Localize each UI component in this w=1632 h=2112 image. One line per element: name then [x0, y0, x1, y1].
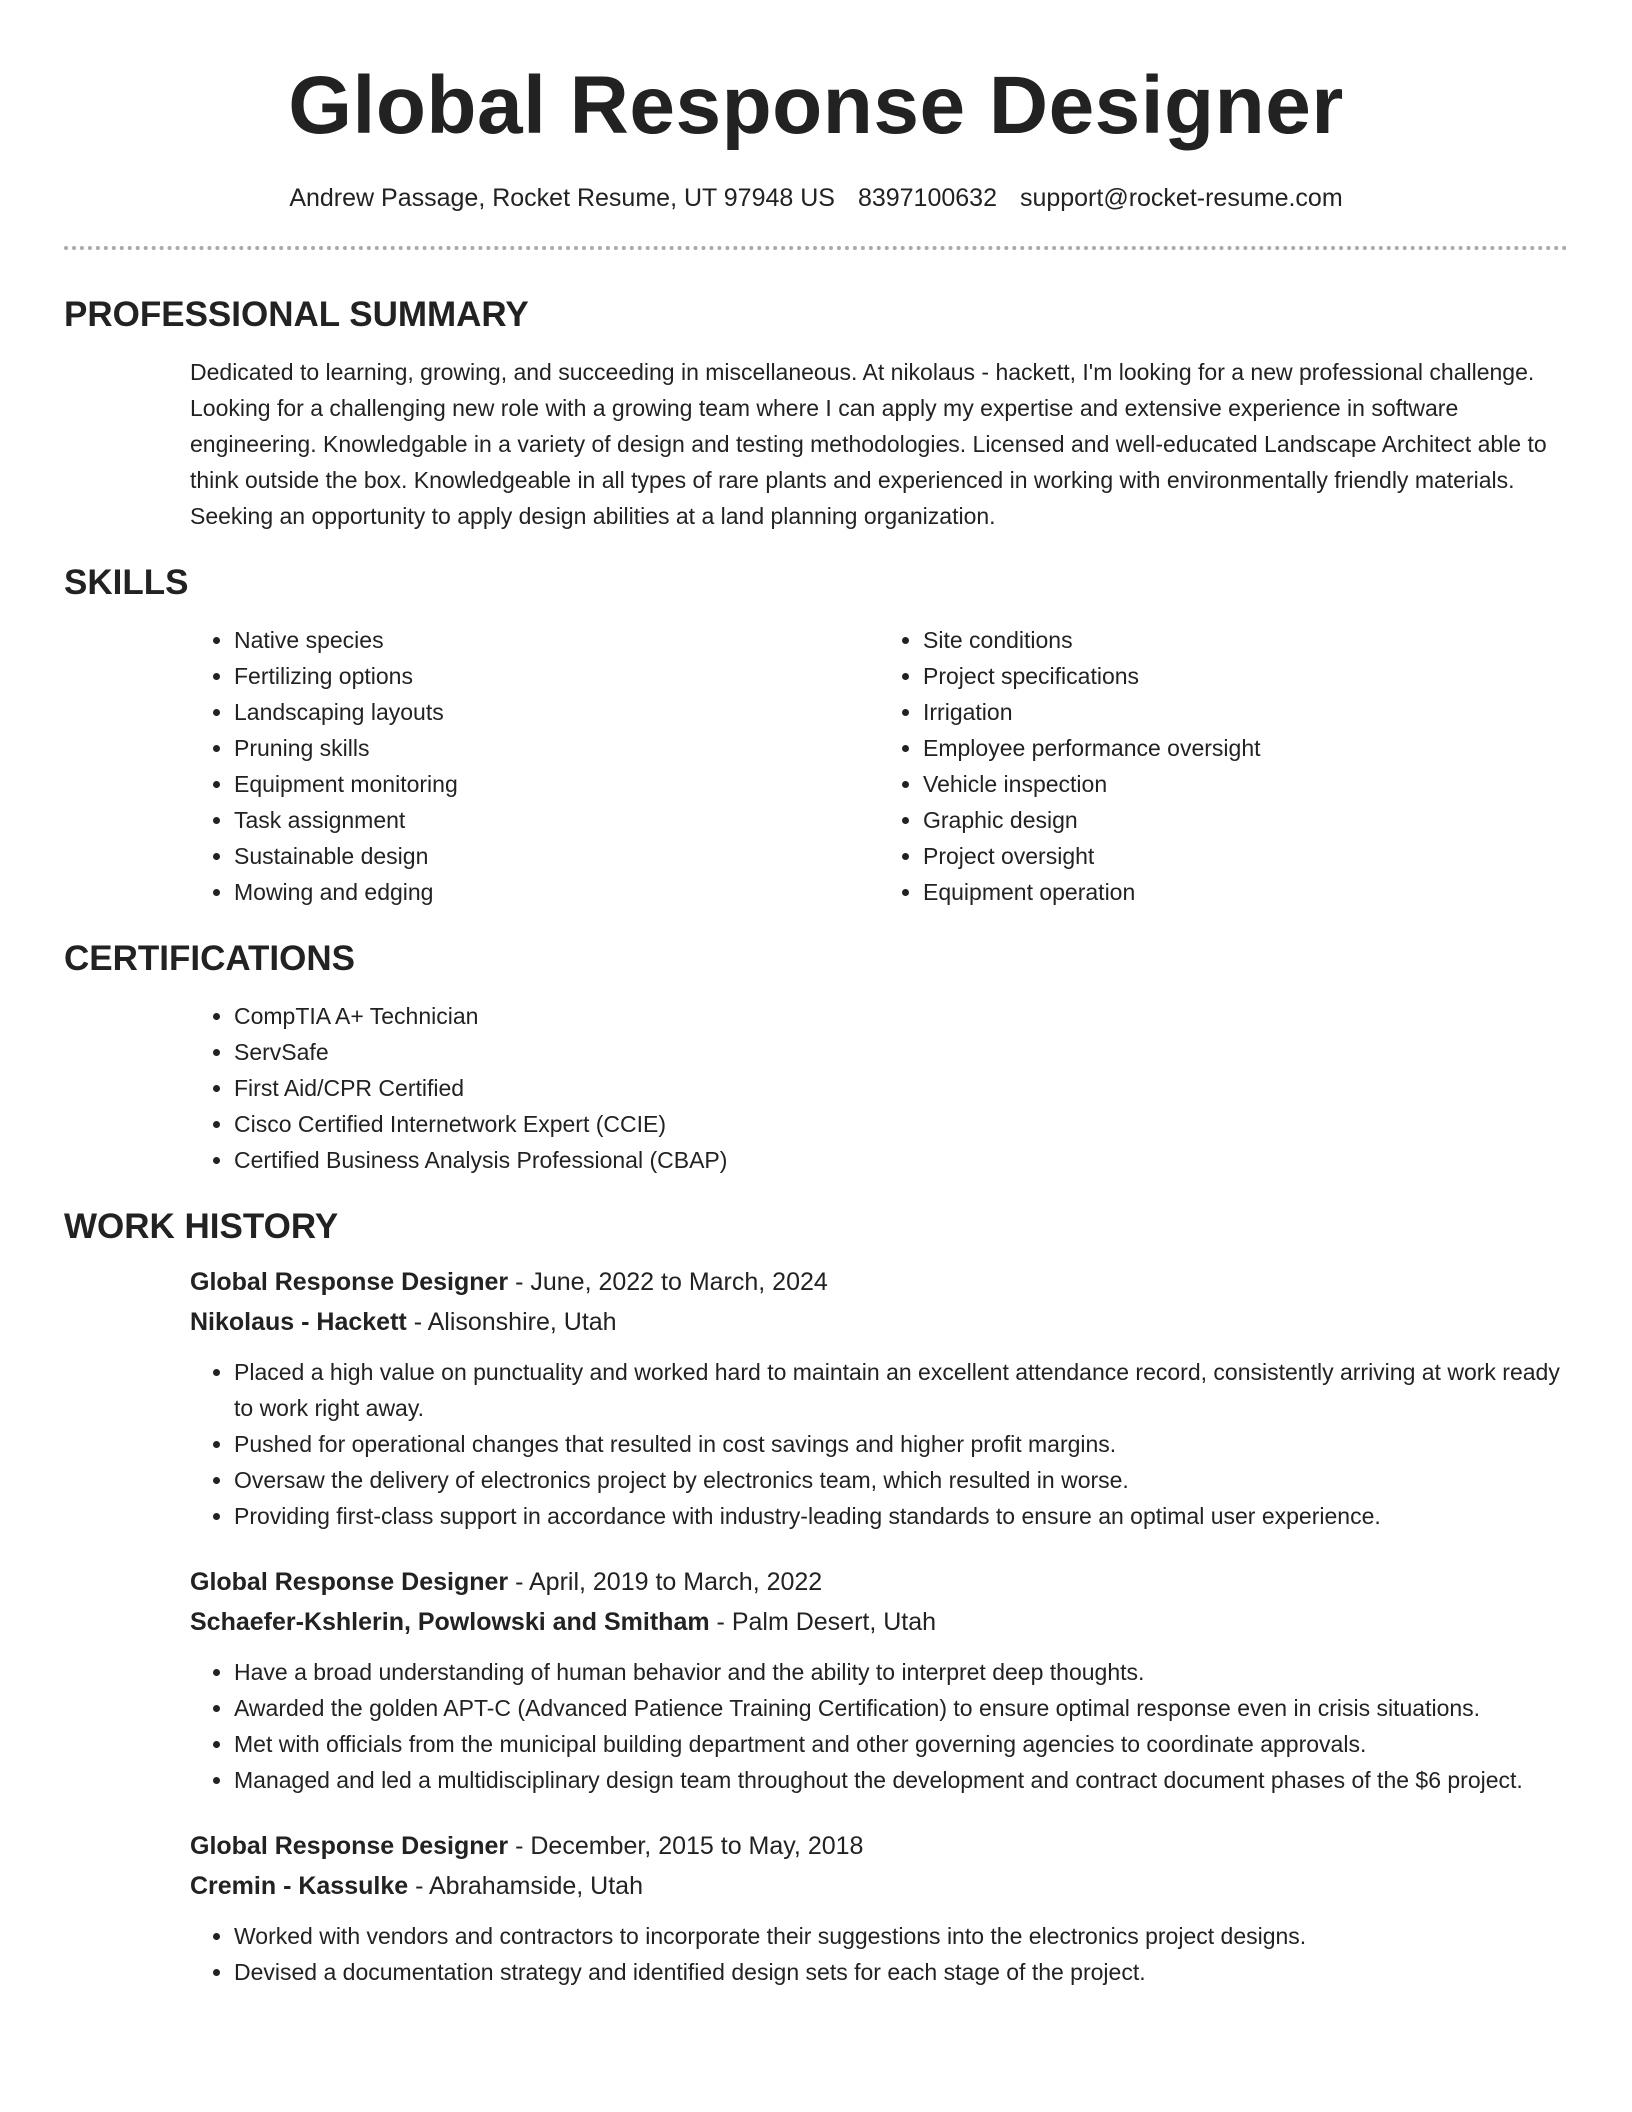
job-title: Global Response Designer [190, 1268, 509, 1296]
summary-text: Dedicated to learning, growing, and succeeding in miscellaneous. At nikolaus - hackett, I'm looking for a new professional challenge. Looking for a challenging new role with a growing team where I can apply my expertise and extensive experience in software engineering. Knowledgable in a variety of design and testing methodologies. Licensed and well-educated Landscape Architect able to think outside the box. Knowledgeable in all types of rare plants and experienced in working with environmentally friendly materials. Seeking an opportunity to apply design abilities at a land planning organization. [190, 359, 1547, 529]
skills-list-right [879, 622, 1568, 910]
skills-section [64, 562, 1568, 910]
job-bullet: • Worked with vendors and contractors to incorporate their suggestions into the electronics project designs. [234, 1918, 1568, 1954]
work-history-heading: WORK HISTORY [64, 1207, 339, 1246]
job-bullet: • Have a broad understanding of human behavior and the ability to interpret deep thoughts. [234, 1654, 1568, 1690]
job-location: - Palm Desert, Utah [716, 1608, 937, 1636]
certification-item: • First Aid/CPR Certified [234, 1070, 1568, 1106]
skill-item: • Project oversight [923, 838, 1568, 874]
certifications-body [190, 998, 1568, 1178]
header-divider [64, 246, 1568, 250]
job-company-line [190, 1866, 1568, 1906]
skill-item: • Pruning skills [234, 730, 879, 766]
job-bullet: • Placed a high value on punctuality and worked hard to maintain an excellent attendance record, consistently arriving at work ready to work right away. [234, 1354, 1568, 1426]
summary-heading: PROFESSIONAL SUMMARY [64, 295, 529, 334]
job-dates: - April, 2019 to March, 2022 [515, 1568, 823, 1596]
skill-item: • Employee performance oversight [923, 730, 1568, 766]
job-bullet: • Devised a documentation strategy and identified design sets for each stage of the project. [234, 1954, 1568, 1990]
job-bullet: • Met with officials from the municipal building department and other governing agencies to coordinate approvals. [234, 1726, 1568, 1762]
job-dates: - December, 2015 to May, 2018 [515, 1832, 864, 1860]
job-bullet: • Pushed for operational changes that resulted in cost savings and higher profit margins. [234, 1426, 1568, 1462]
skill-item: • Native species [234, 622, 879, 658]
skill-item: • Sustainable design [234, 838, 879, 874]
job-location: - Alisonshire, Utah [413, 1308, 617, 1336]
skill-item: • Task assignment [234, 802, 879, 838]
resume-title: Global Response Designer [288, 60, 1344, 151]
skills-heading: SKILLS [64, 563, 189, 602]
job-company: Schaefer-Kshlerin, Powlowski and Smitham [190, 1608, 710, 1636]
job-bullet: • Oversaw the delivery of electronics project by electronics team, which resulted in worse. [234, 1462, 1568, 1498]
certification-item: • Certified Business Analysis Professional (CBAP) [234, 1142, 1568, 1178]
summary-section [64, 294, 1568, 534]
skill-item: • Mowing and edging [234, 874, 879, 910]
skills-grid [190, 622, 1568, 910]
skill-item: • Project specifications [923, 658, 1568, 694]
skill-item: • Irrigation [923, 694, 1568, 730]
certification-item: • CompTIA A+ Technician [234, 998, 1568, 1034]
job-company-line [190, 1302, 1568, 1342]
skill-item: • Site conditions [923, 622, 1568, 658]
job-title-line [190, 1826, 1568, 1866]
certification-item: • ServSafe [234, 1034, 1568, 1070]
job-entry [190, 1826, 1568, 1990]
skill-item: • Equipment operation [923, 874, 1568, 910]
skills-list-left [190, 622, 879, 910]
job-company: Nikolaus - Hackett [190, 1308, 407, 1336]
skill-item: • Equipment monitoring [234, 766, 879, 802]
contact-address: Andrew Passage, Rocket Resume, UT 97948 US [289, 184, 835, 212]
job-company: Cremin - Kassulke [190, 1872, 409, 1900]
contact-email: support@rocket-resume.com [1019, 184, 1343, 212]
job-title-line [190, 1262, 1568, 1302]
job-entry [190, 1262, 1568, 1534]
job-title: Global Response Designer [190, 1832, 509, 1860]
skill-item: • Graphic design [923, 802, 1568, 838]
contact-phone: 8397100632 [857, 184, 997, 212]
job-bullet: • Managed and led a multidisciplinary design team throughout the development and contract document phases of the $6 project. [234, 1762, 1568, 1798]
certifications-section [64, 938, 1568, 1178]
job-bullet: • Awarded the golden APT-C (Advanced Patience Training Certification) to ensure optimal response even in crisis situations. [234, 1690, 1568, 1726]
skill-item: • Vehicle inspection [923, 766, 1568, 802]
summary-body [190, 354, 1568, 534]
skill-item: • Fertilizing options [234, 658, 879, 694]
job-bullets [190, 1354, 1568, 1534]
job-dates: - June, 2022 to March, 2024 [515, 1268, 828, 1296]
job-location: - Abrahamside, Utah [415, 1872, 643, 1900]
job-title: Global Response Designer [190, 1568, 509, 1596]
job-entry [190, 1562, 1568, 1798]
job-title-line [190, 1562, 1568, 1602]
certifications-heading: CERTIFICATIONS [64, 939, 356, 978]
certifications-list [190, 998, 1568, 1178]
certification-item: • Cisco Certified Internetwork Expert (CCIE) [234, 1106, 1568, 1142]
skill-item: • Landscaping layouts [234, 694, 879, 730]
work-history-section [64, 1206, 1568, 1990]
job-company-line [190, 1602, 1568, 1642]
work-history-body [190, 1262, 1568, 1990]
job-bullet: • Providing first-class support in accordance with industry-leading standards to ensure an optimal user experience. [234, 1498, 1568, 1534]
job-bullets [190, 1654, 1568, 1798]
contact-line [64, 182, 1568, 214]
job-bullets [190, 1918, 1568, 1990]
